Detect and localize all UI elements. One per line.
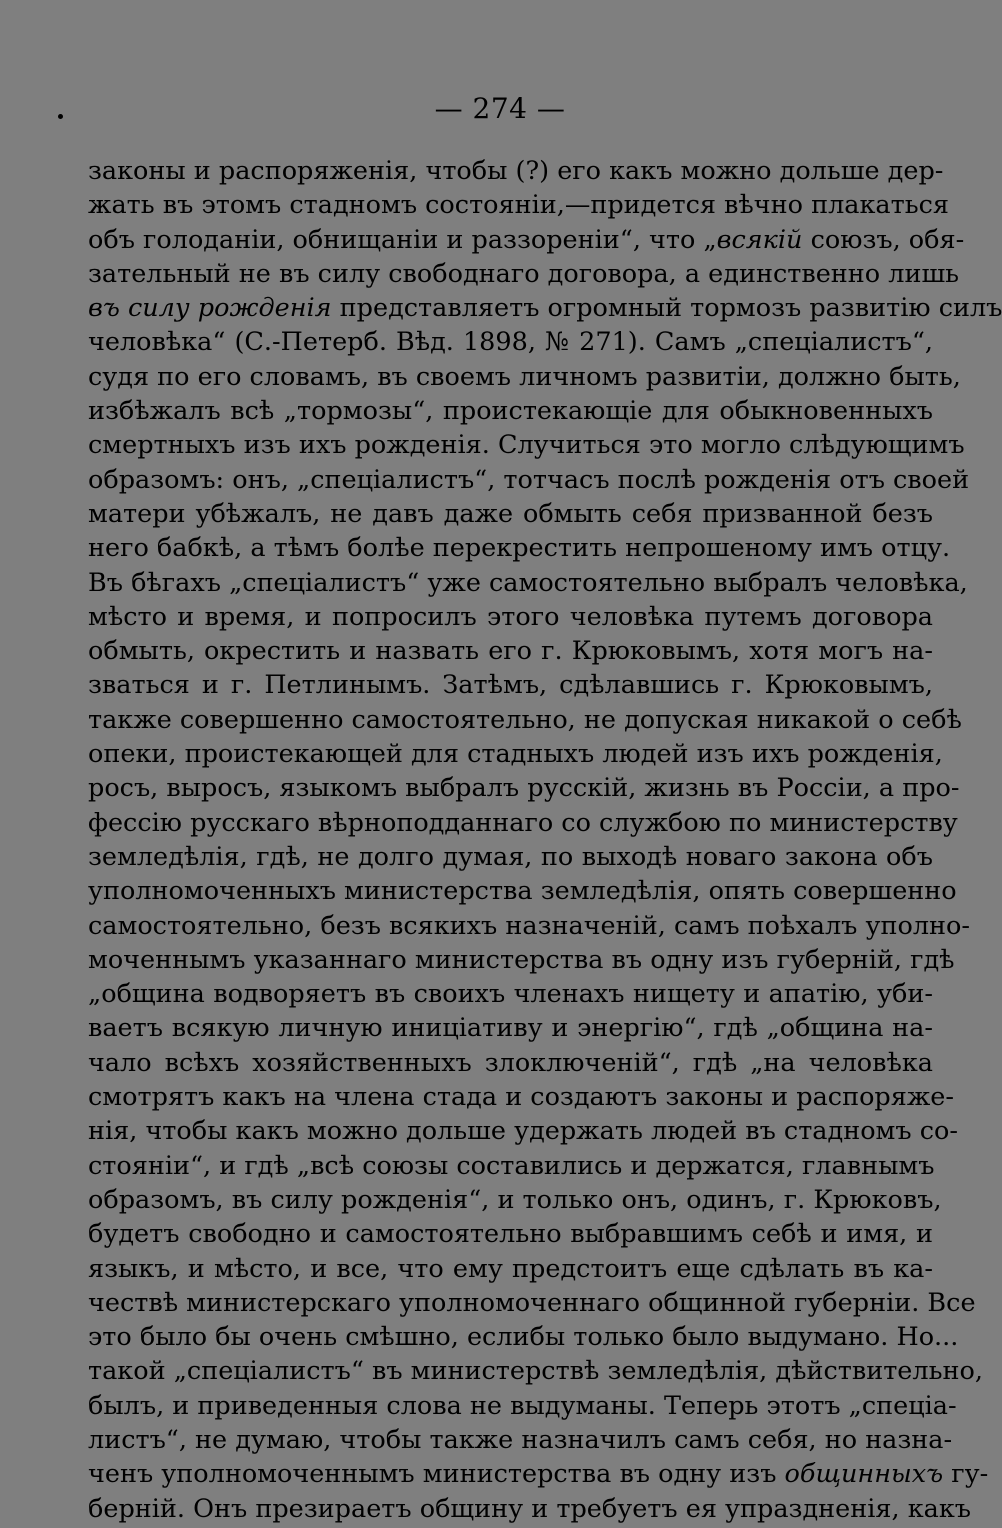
text-line (88, 1183, 942, 1217)
italic-text: въ силу рожденія (88, 293, 332, 324)
text-segment: чествѣ министерскаго уполномоченнаго общинной губерніи. Все (88, 1287, 976, 1318)
text-segment: человѣка“ (С.-Петерб. Вѣд. 1898, № 271). Самъ „спеціалистъ“, (88, 327, 933, 358)
text-segment: зваться и г. Петлинымъ. Затѣмъ, сдѣлавшись г. Крюковымъ, (88, 670, 933, 701)
body-text (88, 154, 1002, 1526)
text-segment: былъ, и приведенныя слова не выдуманы. Теперь этотъ „спеціа- (88, 1390, 957, 1421)
text-line (88, 566, 968, 600)
text-line (88, 223, 965, 257)
text-line (88, 1423, 953, 1457)
text-line (88, 154, 944, 188)
text-line (88, 1149, 933, 1183)
text-segment: нія, чтобы какъ можно дольше удержать людей въ стадномъ со- (88, 1116, 958, 1147)
text-segment: представляетъ огромный тормозъ развитію силъ (331, 293, 1002, 324)
text-line (88, 943, 955, 977)
text-line (88, 874, 957, 908)
text-segment: гу- (943, 1459, 989, 1490)
page-number: — 274 — (434, 92, 566, 125)
text-line (88, 531, 951, 565)
text-segment: это было бы очень смѣшно, еслибы только было выдумано. Но... (88, 1322, 959, 1353)
text-segment: стояніи“, и гдѣ „всѣ союзы составились и держатся, главнымъ (88, 1150, 935, 1181)
text-line (88, 737, 943, 771)
text-line (88, 1217, 933, 1251)
text-segment: опеки, проистекающей для стадныхъ людей изъ ихъ рожденія, (88, 739, 943, 770)
text-segment: союзъ, обя- (802, 224, 965, 255)
text-segment: избѣжалъ всѣ „тормозы“, проистекающіе для обыкновенныхъ (88, 396, 933, 427)
text-segment: мѣсто и время, и попросилъ этого человѣка путемъ договора (88, 601, 933, 632)
text-line (88, 428, 965, 462)
text-line (88, 463, 970, 497)
text-segment: земледѣлія, гдѣ, не долго думая, по выходѣ новаго закона объ (88, 841, 933, 872)
text-line (88, 497, 933, 531)
text-segment: ваетъ всякую личную иниціативу и энергію“, гдѣ „община на- (88, 1013, 933, 1044)
text-line (88, 771, 960, 805)
italic-text: общинныхъ (784, 1459, 944, 1490)
text-line (88, 291, 1002, 325)
text-segment: фессію русскаго вѣрноподданнаго со службою по министерству (88, 807, 958, 838)
text-segment: законы и распоряженія, чтобы (?) его какъ можно дольше дер- (88, 156, 944, 186)
text-line (88, 1457, 989, 1491)
text-segment: чало всѣхъ хозяйственныхъ злоключеній“, гдѣ „на человѣка (88, 1047, 933, 1078)
text-segment: языкъ, и мѣсто, и все, что ему предстоитъ еще сдѣлать въ ка- (88, 1253, 933, 1284)
text-line (88, 1114, 958, 1148)
text-line (88, 1320, 959, 1354)
text-line (88, 325, 933, 359)
text-segment: „община водворяетъ въ своихъ членахъ нищету и апатію, уби- (88, 979, 933, 1010)
text-line (88, 188, 949, 222)
text-segment: него бабкѣ, а тѣмъ болѣе перекрестить непрошеному имъ отцу. (88, 533, 951, 564)
text-line (88, 1080, 955, 1114)
text-line (88, 1389, 957, 1423)
text-line (88, 909, 971, 943)
text-line (88, 257, 960, 291)
text-line (88, 703, 962, 737)
text-segment: матери убѣжалъ, не давъ даже обмыть себя призванной безъ (88, 498, 933, 529)
text-segment: также совершенно самостоятельно, не допуская никакой о себѣ (88, 704, 962, 735)
text-line (88, 1252, 933, 1286)
text-segment: будетъ свободно и самостоятельно выбравшимъ себѣ и имя, и (88, 1219, 933, 1250)
text-segment: моченнымъ указаннаго министерства въ одну изъ губерній, гдѣ (88, 944, 955, 975)
text-line (88, 600, 933, 634)
text-line (88, 840, 933, 874)
italic-text: всякій (716, 224, 803, 255)
text-segment: судя по его словамъ, въ своемъ личномъ развитіи, должно быть, (88, 361, 961, 392)
text-line (88, 977, 933, 1011)
text-line (88, 668, 933, 702)
text-line (88, 360, 961, 394)
text-segment: берній. Онъ презираетъ общину и требуетъ ея упраздненія, какъ (88, 1493, 971, 1524)
text-segment: жать въ этомъ стадномъ состояніи,—придется вѣчно плакаться (88, 190, 949, 221)
text-segment: ченъ уполномоченнымъ министерства въ одну изъ (88, 1459, 785, 1490)
text-line (88, 1492, 971, 1526)
text-segment: уполномоченныхъ министерства земледѣлія, опять совершенно (88, 876, 957, 907)
text-segment: смертныхъ изъ ихъ рожденія. Случиться это могло слѣдующимъ (88, 430, 965, 461)
text-segment: образомъ: онъ, „спеціалистъ“, тотчасъ послѣ рожденія отъ своей (88, 464, 970, 495)
text-line (88, 634, 933, 668)
text-line (88, 1011, 933, 1045)
text-segment: листъ“, не думаю, чтобы также назначилъ самъ себя, но назна- (88, 1424, 953, 1455)
text-segment: зательный не въ силу свободнаго договора, а единственно лишь (88, 258, 960, 289)
text-segment: обмыть, окрестить и назвать его г. Крюковымъ, хотя могъ на- (88, 636, 933, 667)
text-segment: объ голоданіи, обнищаніи и раззореніи“, что „ (88, 224, 717, 255)
text-segment: росъ, выросъ, языкомъ выбралъ русскій, жизнь въ Россіи, а про- (88, 773, 960, 804)
text-segment: такой „спеціалистъ“ въ министерствѣ земледѣлія, дѣйствительно, (88, 1356, 983, 1387)
text-line (88, 1354, 983, 1388)
text-line (88, 806, 958, 840)
text-segment: Въ бѣгахъ „спеціалистъ“ уже самостоятельно выбралъ человѣка, (88, 567, 968, 598)
text-line (88, 1046, 933, 1080)
text-segment: образомъ, въ силу рожденія“, и только онъ, одинъ, г. Крюковъ, (88, 1184, 942, 1215)
text-line (88, 394, 933, 428)
text-segment: самостоятельно, безъ всякихъ назначеній, самъ поѣхалъ уполно- (88, 910, 971, 941)
text-line (88, 1286, 976, 1320)
text-segment: смотрятъ какъ на члена стада и создаютъ законы и распоряже- (88, 1082, 955, 1113)
